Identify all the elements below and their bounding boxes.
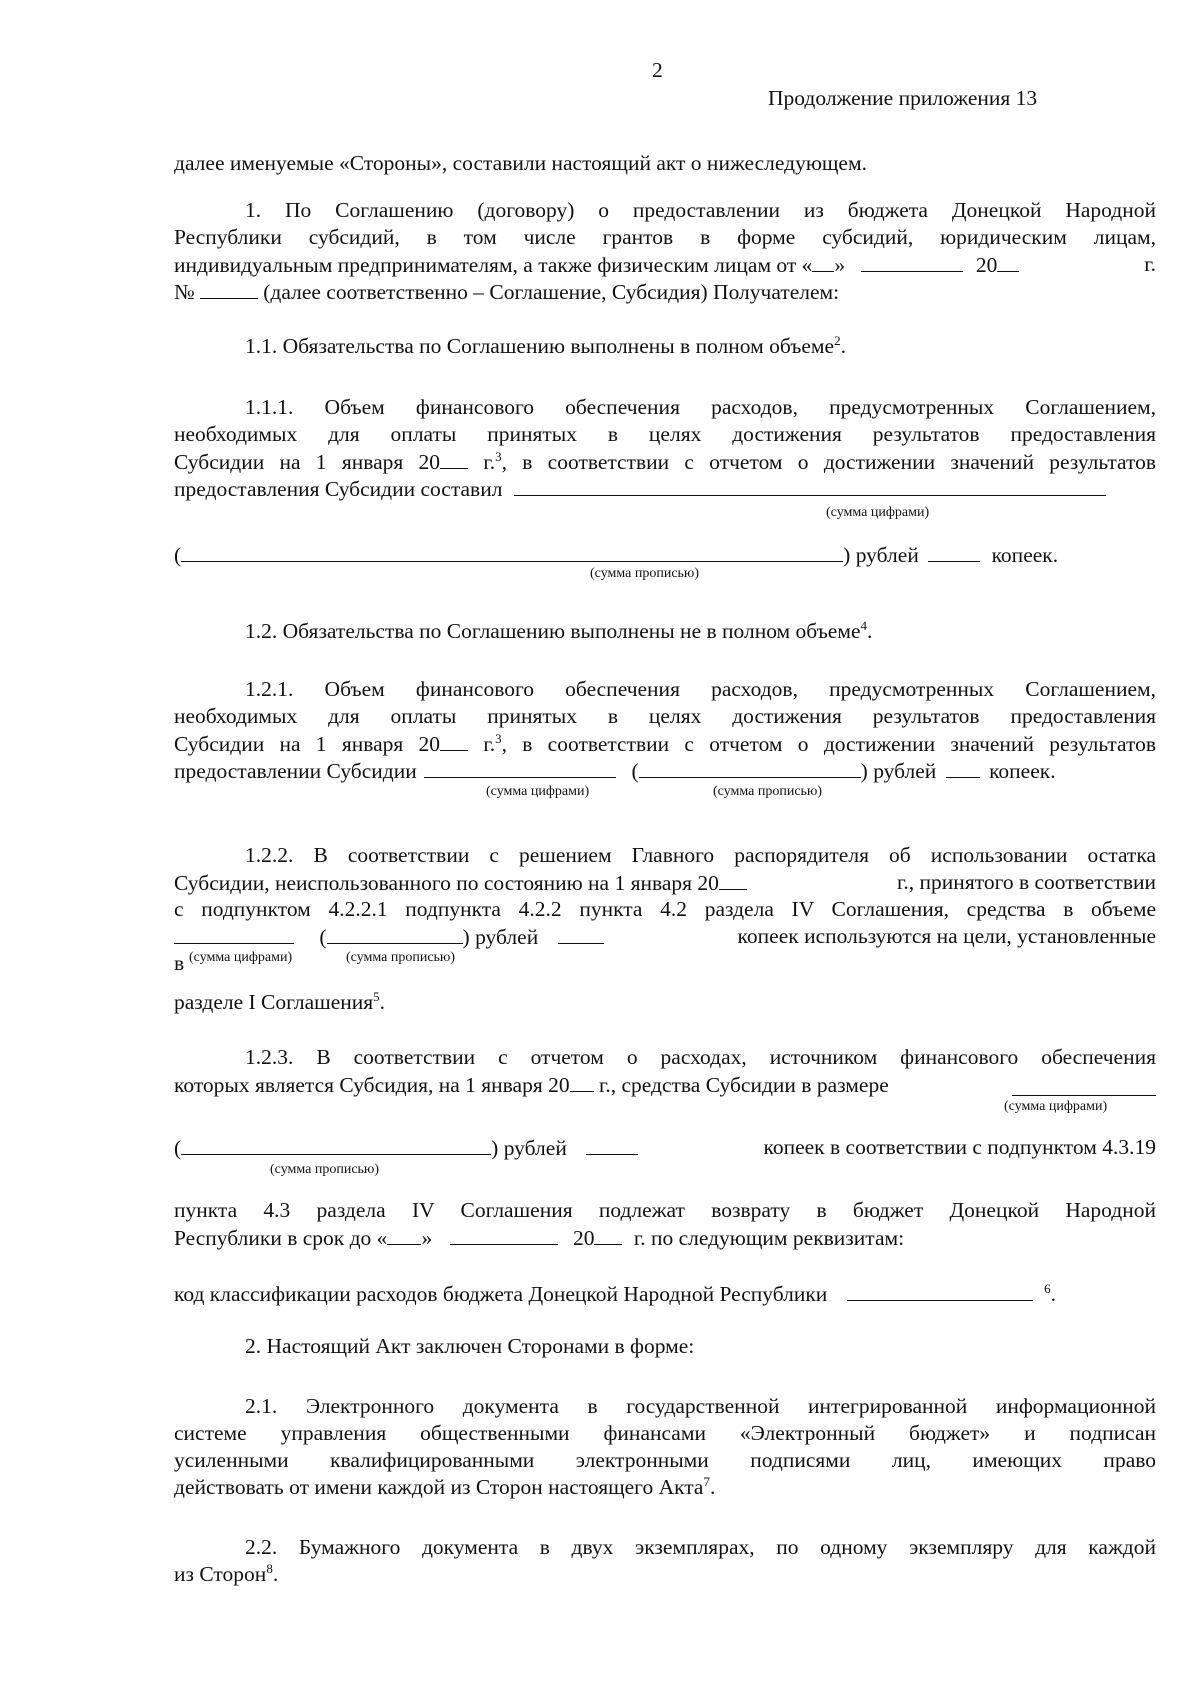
p111-line3: Субсидии на 1 января 20 г.$^3$, в соответствии с отчетом о достижении значений результатов — [174, 448, 1156, 474]
p121-line3: Субсидии на 1 января 20 г.$^3$, в соответствии с отчетом о достижении значений результатов — [174, 730, 1156, 756]
p11-text: 1.1. Обязательства по Соглашению выполнены в полном объеме$^2$. — [245, 332, 846, 358]
p22-line2: из Сторон$^8$. — [174, 1560, 279, 1586]
p21-line2: системе управления общественными финансами «Электронный бюджет» и подписан — [174, 1421, 1156, 1445]
p21-line4: действовать от имени каждой из Сторон настоящего Акта$^7$. — [174, 1473, 716, 1499]
p111-line2: необходимых для оплаты принятых в целях достижения результатов предоставления — [174, 422, 1156, 446]
p122-line5: в — [174, 951, 185, 975]
p123-caption-words: (сумма прописью) — [270, 1162, 380, 1177]
p122-line1: 1.2.2. В соответствии с решением Главного распорядителя об использовании остатка — [245, 843, 1156, 867]
p122-line3: с подпунктом 4.2.2.1 подпункта 4.2.2 пункта 4.2 раздела IV Соглашения, средства в объеме — [174, 897, 1156, 921]
p122-line2: Субсидии, неиспользованного по состоянию на 1 января 20 г., принятого в соответствии — [174, 870, 1156, 895]
p111-caption-words: (сумма прописью) — [590, 566, 700, 581]
p111-line5: ( ) рублей копеек. — [174, 543, 1059, 567]
p1-line2: Республики субсидий, в том числе грантов в форме субсидий, юридическим лицам, — [174, 225, 1156, 249]
p122-line4: ( ) рублей копеек используются на цели, установленные — [174, 923, 1156, 952]
p123-line3: ( ) рублей копеек в соответствии с подпунктом 4.3.19 — [174, 1135, 1156, 1160]
intro-text: далее именуемые «Стороны», составили настоящий акт о нижеследующем. — [174, 151, 867, 175]
budget-code-line: код классификации расходов бюджета Донецкой Народной Республики $^6$. — [174, 1280, 1056, 1306]
p122-line6: разделе I Соглашения$^5$. — [174, 988, 386, 1014]
p121-line4: предоставлении Субсидии ( ) рублей копеек. — [174, 759, 1056, 783]
p122-caption-digits: (сумма цифрами) — [189, 950, 293, 965]
p12-text: 1.2. Обязательства по Соглашению выполнены не в полном объеме$^4$. — [245, 617, 873, 643]
p121-line2: необходимых для оплаты принятых в целях достижения результатов предоставления — [174, 704, 1156, 728]
p123-line4: пункта 4.3 раздела IV Соглашения подлежат возврату в бюджет Донецкой Народной — [174, 1198, 1156, 1222]
p121-caption-words: (сумма прописью) — [713, 784, 823, 799]
p111-caption-digits: (сумма цифрами) — [826, 505, 930, 520]
p1-line4: № (далее соответственно – Соглашение, Субсидия) Получателем: — [174, 280, 840, 304]
p123-line1: 1.2.3. В соответствии с отчетом о расходах, источником финансового обеспечения — [245, 1045, 1156, 1069]
appendix-header: Продолжение приложения 13 — [768, 86, 1038, 110]
p21-line1: 2.1. Электронного документа в государственной интегрированной информационной — [245, 1394, 1156, 1418]
p123-caption-digits: (сумма цифрами) — [1004, 1099, 1108, 1114]
p122-caption-words: (сумма прописью) — [346, 950, 456, 965]
p121-line1: 1.2.1. Объем финансового обеспечения расходов, предусмотренных Соглашением, — [245, 677, 1156, 701]
p121-caption-digits: (сумма цифрами) — [486, 784, 590, 799]
p111-line4: предоставления Субсидии составил — [174, 475, 1106, 504]
p1-line3: индивидуальным предпринимателям, а также физическим лицам от « » 20 г. — [174, 252, 1156, 277]
p2-text: 2. Настоящий Акт заключен Сторонами в форме: — [245, 1334, 695, 1358]
p1-line1: 1. По Соглашению (договору) о предоставлении из бюджета Донецкой Народной — [245, 198, 1156, 222]
p123-line2: которых является Субсидия, на 1 января 20 г., средства Субсидии в размере — [174, 1071, 1156, 1100]
p22-line1: 2.2. Бумажного документа в двух экземплярах, по одному экземпляру для каждой — [245, 1535, 1156, 1559]
p123-line5: Республики в срок до « » 20 г. по следующим реквизитам: — [174, 1226, 905, 1250]
page-number: 2 — [652, 58, 663, 82]
p21-line3: усиленными квалифицированными электронными подписями лиц, имеющих право — [174, 1448, 1156, 1472]
p111-line1: 1.1.1. Объем финансового обеспечения расходов, предусмотренных Соглашением, — [245, 395, 1156, 419]
